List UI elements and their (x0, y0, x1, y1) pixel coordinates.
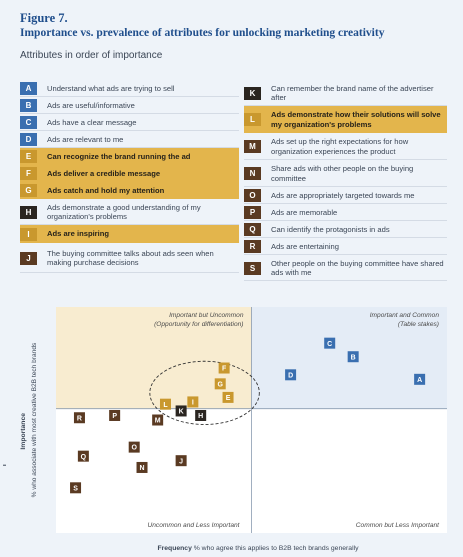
quadrant-label-top-left: Important but Uncommon (169, 312, 244, 319)
attribute-letter-badge: D (20, 133, 37, 146)
attribute-row-q (244, 221, 447, 238)
figure-title: Importance vs. prevalence of attributes for unlocking marketing creativity (20, 27, 385, 39)
attribute-text: Ads are inspiring (47, 229, 110, 238)
attribute-letter-badge: N (244, 167, 261, 180)
attribute-row-d (20, 131, 239, 148)
attribute-text: Can recognize the brand running the ad (47, 151, 191, 161)
data-point-label-n: N (139, 465, 145, 473)
quadrant-label-top-left-sub: (Opportunity for differentiation) (154, 321, 244, 328)
attribute-text: Ads demonstrate how their solutions will solve my organization's problems (271, 110, 441, 129)
attribute-text: Ads deliver a credible message (47, 168, 161, 178)
attribute-row-m (244, 133, 447, 160)
attribute-letter-badge: R (244, 240, 261, 253)
attribute-letter-badge: P (244, 206, 261, 219)
attribute-letter-badge: M (244, 140, 261, 153)
attribute-row-i (20, 225, 239, 243)
attribute-text: Ads are entertaining (271, 241, 339, 251)
data-point-label-a: A (417, 376, 423, 384)
attribute-text: Can identify the protagonists in ads (271, 224, 390, 234)
attribute-text: Can remember the brand name of the advertiser after (271, 83, 434, 103)
scatter-chart (0, 305, 463, 557)
data-point-label-e: E (225, 395, 231, 402)
attribute-letter-badge: A (20, 82, 37, 95)
attribute-row-p (244, 204, 447, 221)
attribute-text: Ads are relevant to me (47, 134, 124, 144)
data-point-label-o: O (131, 444, 137, 452)
attribute-letter-badge: G (20, 184, 37, 197)
attribute-letter-badge: H (20, 206, 37, 219)
data-point-label-b: B (350, 354, 356, 362)
attribute-text: Share ads with other people on the buying committee (271, 164, 414, 183)
data-point-label-p: P (112, 413, 117, 421)
attribute-row-r (244, 238, 447, 255)
attribute-letter-badge: E (20, 150, 37, 163)
attribute-letter-badge: F (20, 167, 37, 180)
figure-subtitle: Attributes in order of importance (20, 50, 163, 61)
quadrant-label-bottom-right: Common but Less Important (355, 522, 439, 529)
quadrant-bottom-left-bg (56, 409, 252, 533)
data-point-label-q: Q (80, 453, 87, 461)
y-axis-label-title: Importance (20, 412, 27, 450)
attribute-text: Ads are appropriately targeted towards me (271, 190, 415, 200)
attribute-row-e (20, 148, 239, 165)
attribute-letter-badge: B (20, 99, 37, 112)
attribute-text: Other people on the buying committee have shared ads with me (271, 258, 444, 278)
data-point-label-k: K (178, 408, 184, 416)
attribute-text: Ads demonstrate a good understanding of my organization's problems (47, 202, 201, 222)
attribute-letter-badge: I (20, 228, 37, 241)
attribute-row-o (244, 187, 447, 204)
attribute-letter-badge: J (20, 252, 37, 265)
data-point-label-g: G (217, 381, 223, 389)
y-axis-label-sub: % who associate with most creative B2B tech brands (31, 342, 38, 498)
attribute-letter-badge: K (244, 87, 261, 100)
data-point-label-l: L (163, 401, 168, 409)
attribute-list-left (20, 80, 239, 273)
quadrant-label-top-right: Important and Common (369, 312, 439, 319)
figure-label: Figure 7. (20, 11, 68, 25)
quadrant-label-top-right-sub: (Table stakes) (397, 321, 439, 328)
attribute-text: The buying committee talks about ads seen when making purchase decisions (47, 248, 214, 268)
attribute-letter-badge: S (244, 262, 261, 275)
quadrant-bottom-right-bg (252, 409, 448, 533)
data-point-label-h: H (198, 413, 204, 421)
data-point-label-j: J (179, 458, 184, 466)
data-point-label-m: M (154, 417, 161, 425)
attribute-letter-badge: C (20, 116, 37, 129)
attribute-text: Ads have a clear message (47, 117, 137, 127)
attribute-row-k (244, 80, 447, 106)
attribute-row-h (20, 199, 239, 225)
attribute-row-g (20, 182, 239, 199)
attribute-letter-badge: O (244, 189, 261, 202)
attribute-row-l (244, 106, 447, 133)
attribute-text: Understand what ads are trying to sell (47, 83, 175, 93)
attribute-row-f (20, 165, 239, 182)
data-point-label-f: F (221, 365, 227, 373)
data-point-label-i: I (191, 399, 194, 407)
attribute-row-n (244, 160, 447, 187)
attribute-row-j (20, 243, 239, 273)
attribute-list-right (244, 80, 447, 281)
attribute-row-s (244, 255, 447, 281)
x-axis-label: Frequency % who agree this applies to B2B tech brands generally (157, 545, 359, 552)
data-point-label-d: D (288, 372, 294, 380)
quadrant-label-bottom-left: Uncommon and Less Important (147, 522, 240, 529)
attribute-text: Ads are useful/informative (47, 100, 135, 110)
attribute-row-b (20, 97, 239, 114)
attribute-row-a (20, 80, 239, 97)
data-point-label-c: C (327, 340, 333, 348)
data-point-label-r: R (76, 415, 82, 423)
attribute-letter-badge: Q (244, 223, 261, 236)
attribute-row-c (20, 114, 239, 131)
data-point-label-s: S (73, 485, 78, 493)
attribute-text: Ads catch and hold my attention (47, 185, 165, 195)
attribute-text: Ads set up the right expectations for how organization experiences the product (271, 137, 409, 156)
attribute-text: Ads are memorable (271, 207, 338, 217)
attribute-letter-badge: L (244, 113, 261, 126)
